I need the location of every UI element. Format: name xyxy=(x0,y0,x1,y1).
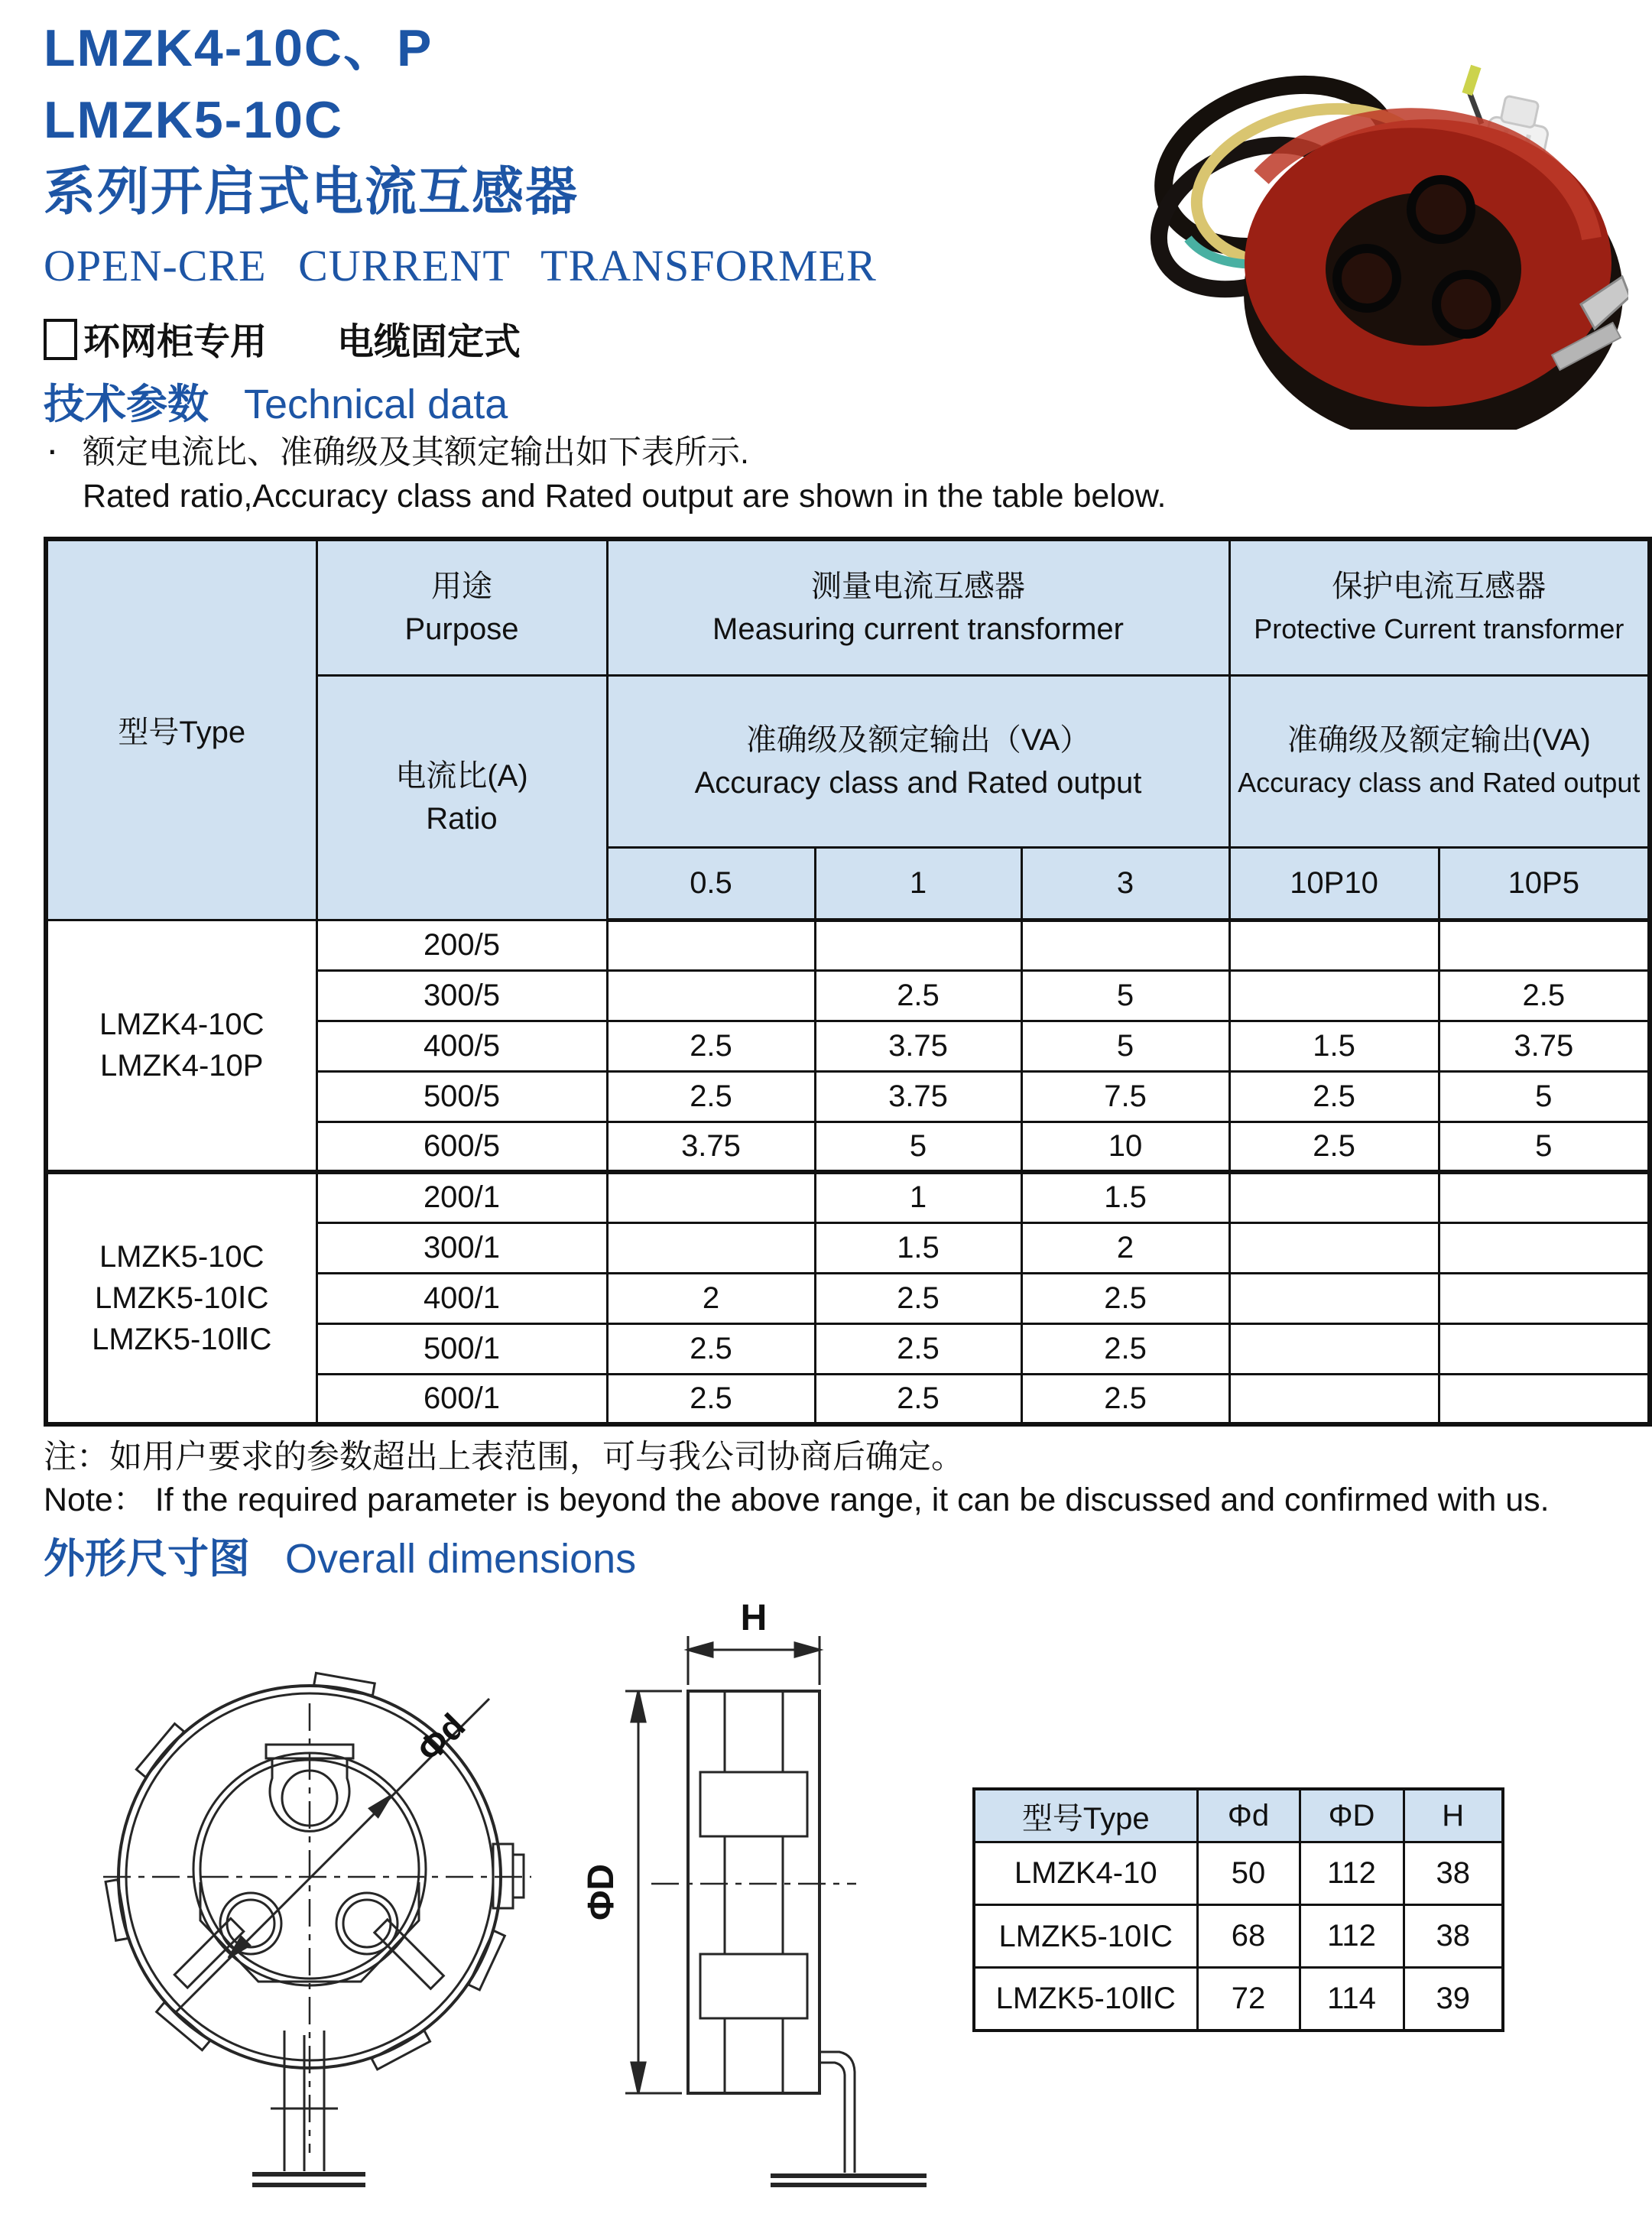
value-cell: 1.5 xyxy=(1021,1172,1229,1222)
ratio-cell: 600/5 xyxy=(316,1122,607,1172)
heading-zh: 技术参数 xyxy=(44,381,209,427)
intro-bullet xyxy=(46,428,1167,518)
acc-meas-en: Accuracy class and Rated output xyxy=(694,765,1142,800)
acc-prot-en: Accuracy class and Rated output xyxy=(1238,766,1641,798)
value-cell: 5 xyxy=(1021,970,1229,1021)
measuring-en: Measuring current transformer xyxy=(712,612,1124,646)
ratio-cell: 300/5 xyxy=(316,970,607,1021)
value-cell xyxy=(1229,1323,1439,1374)
dims-value: 68 xyxy=(1197,1905,1300,1968)
value-cell: 2.5 xyxy=(1021,1323,1229,1374)
side-view-drawing xyxy=(625,1636,927,2185)
yellow-terminal xyxy=(1462,65,1481,96)
type-line: LMZK5-10ⅠC xyxy=(95,1281,269,1315)
table-row xyxy=(974,1842,1503,1905)
front-view-drawing xyxy=(103,1673,531,2185)
note-zh: 注：如用户要求的参数超出上表范围，可与我公司协商后确定。 xyxy=(44,1439,964,1475)
class-0_5: 0.5 xyxy=(607,847,815,920)
ratio-en: Ratio xyxy=(426,802,498,836)
hole-right xyxy=(1436,274,1496,334)
acc-meas-zh: 准确级及额定输出（VA） xyxy=(745,722,1091,757)
table-row xyxy=(974,1905,1503,1968)
dims-value: 112 xyxy=(1300,1905,1404,1968)
value-cell xyxy=(1229,1273,1439,1323)
technical-data-table xyxy=(44,537,1652,1427)
value-cell: 2.5 xyxy=(815,970,1021,1021)
dims-header-type: 型号Type xyxy=(974,1789,1197,1842)
ratio-cell: 200/5 xyxy=(316,920,607,970)
product-photo xyxy=(1124,47,1628,430)
dimensions-table xyxy=(972,1787,1504,2032)
value-cell: 1.5 xyxy=(815,1222,1021,1273)
value-cell: 2.5 xyxy=(607,1071,815,1122)
table-row xyxy=(46,920,1650,970)
dims-value: 112 xyxy=(1300,1842,1404,1905)
technical-data-heading xyxy=(44,372,508,430)
value-cell: 2 xyxy=(1021,1222,1229,1273)
value-cell xyxy=(815,920,1021,970)
dims-type: LMZK5-10ⅠC xyxy=(974,1905,1197,1968)
type-group-1 xyxy=(46,920,316,1172)
dims-value: 72 xyxy=(1197,1968,1300,2031)
value-cell xyxy=(1021,920,1229,970)
value-cell xyxy=(1229,1222,1439,1273)
checkbox-icon xyxy=(44,319,77,360)
title-line-1: LMZK4-10C、P xyxy=(44,19,433,77)
value-cell xyxy=(607,1172,815,1222)
ratio-zh: 电流比(A) xyxy=(395,759,528,793)
value-cell xyxy=(607,920,815,970)
feature-ring-cabinet: 环网柜专用 xyxy=(83,322,268,362)
value-cell: 2.5 xyxy=(1229,1122,1439,1172)
dims-value: 114 xyxy=(1300,1968,1404,2031)
bullet-icon: · xyxy=(46,428,59,471)
title-line-3: 系列开启式电流互感器 xyxy=(44,163,579,221)
intro-zh: 额定电流比、准确级及其额定输出如下表所示. xyxy=(83,434,749,471)
dims-header-phi-D: ΦD xyxy=(1300,1789,1404,1842)
ratio-cell: 600/1 xyxy=(316,1374,607,1424)
col-header-purpose xyxy=(316,539,607,675)
title-line-2: LMZK5-10C xyxy=(44,91,344,149)
acc-prot-zh: 准确级及额定输出(VA) xyxy=(1287,722,1591,757)
value-cell: 7.5 xyxy=(1021,1071,1229,1122)
type-line: LMZK5-10ⅡC xyxy=(92,1323,272,1356)
value-cell xyxy=(1229,1374,1439,1424)
heading-en: Overall dimensions xyxy=(285,1536,637,1582)
dims-type: LMZK5-10ⅡC xyxy=(974,1968,1197,2031)
value-cell xyxy=(1439,1374,1650,1424)
dims-value: 38 xyxy=(1404,1842,1503,1905)
col-header-measuring xyxy=(607,539,1229,675)
ratio-cell: 400/1 xyxy=(316,1273,607,1323)
value-cell: 1 xyxy=(815,1172,1021,1222)
value-cell: 2.5 xyxy=(607,1374,815,1424)
class-1: 1 xyxy=(815,847,1021,920)
value-cell xyxy=(607,970,815,1021)
dims-value: 50 xyxy=(1197,1842,1300,1905)
value-cell: 2.5 xyxy=(815,1273,1021,1323)
value-cell: 3.75 xyxy=(815,1071,1021,1122)
type-line: LMZK4-10C xyxy=(99,1008,265,1042)
class-10P10: 10P10 xyxy=(1229,847,1439,920)
title-block xyxy=(44,12,877,291)
type-line: LMZK4-10P xyxy=(100,1049,264,1083)
value-cell: 2.5 xyxy=(607,1323,815,1374)
purpose-en: Purpose xyxy=(404,612,519,646)
dimension-drawings xyxy=(0,1590,956,2227)
intro-en: Rated ratio,Accuracy class and Rated output are shown in the table below. xyxy=(83,478,1167,515)
value-cell: 5 xyxy=(1439,1071,1650,1122)
height-label: H xyxy=(740,1598,768,1638)
col-header-type: 型号Type xyxy=(46,539,316,920)
col-header-protective xyxy=(1229,539,1650,675)
hole-left xyxy=(1337,248,1397,308)
dims-header-phi-d: Φd xyxy=(1197,1789,1300,1842)
value-cell: 3.75 xyxy=(815,1021,1021,1071)
value-cell xyxy=(1229,920,1439,970)
ratio-cell: 400/5 xyxy=(316,1021,607,1071)
inner-diameter-label: Φd xyxy=(409,1706,473,1770)
value-cell xyxy=(1439,1273,1650,1323)
note-block xyxy=(44,1436,1550,1521)
outer-diameter-label: ΦD xyxy=(581,1863,622,1921)
value-cell xyxy=(1439,1172,1650,1222)
value-cell: 2.5 xyxy=(815,1374,1021,1424)
value-cell: 5 xyxy=(1021,1021,1229,1071)
col-header-accuracy-measuring xyxy=(607,675,1229,847)
value-cell xyxy=(1229,1172,1439,1222)
value-cell: 5 xyxy=(815,1122,1021,1172)
value-cell: 2.5 xyxy=(1439,970,1650,1021)
measuring-zh: 测量电流互感器 xyxy=(811,569,1026,603)
value-cell: 2.5 xyxy=(1229,1071,1439,1122)
value-cell: 2.5 xyxy=(1021,1273,1229,1323)
heading-en: Technical data xyxy=(244,381,508,427)
dims-value: 38 xyxy=(1404,1905,1503,1968)
title-english: OPEN-CRE CURRENT TRANSFORMER xyxy=(44,241,877,291)
value-cell xyxy=(1439,1222,1650,1273)
protective-en: Protective Current transformer xyxy=(1254,612,1624,644)
class-10P5: 10P5 xyxy=(1439,847,1650,920)
value-cell: 5 xyxy=(1439,1122,1650,1172)
overall-dimensions-heading xyxy=(44,1526,636,1585)
table-row xyxy=(46,1172,1650,1222)
feature-cable-fixed: 电缆固定式 xyxy=(337,322,521,362)
value-cell: 2.5 xyxy=(1021,1374,1229,1424)
hole-top xyxy=(1411,180,1471,239)
table-row xyxy=(974,1968,1503,2031)
type-group-2 xyxy=(46,1172,316,1424)
dims-value: 39 xyxy=(1404,1968,1503,2031)
value-cell: 2.5 xyxy=(815,1323,1021,1374)
value-cell: 2.5 xyxy=(607,1021,815,1071)
class-3: 3 xyxy=(1021,847,1229,920)
ratio-cell: 200/1 xyxy=(316,1172,607,1222)
purpose-zh: 用途 xyxy=(431,569,492,603)
col-header-accuracy-protective xyxy=(1229,675,1650,847)
value-cell xyxy=(1439,1323,1650,1374)
value-cell: 10 xyxy=(1021,1122,1229,1172)
ratio-cell: 500/5 xyxy=(316,1071,607,1122)
feature-line xyxy=(44,312,521,365)
dims-header-h: H xyxy=(1404,1789,1503,1842)
value-cell: 3.75 xyxy=(1439,1021,1650,1071)
ratio-cell: 500/1 xyxy=(316,1323,607,1374)
value-cell xyxy=(1229,970,1439,1021)
value-cell: 1.5 xyxy=(1229,1021,1439,1071)
value-cell: 2 xyxy=(607,1273,815,1323)
dims-type: LMZK4-10 xyxy=(974,1842,1197,1905)
value-cell: 3.75 xyxy=(607,1122,815,1172)
col-header-ratio xyxy=(316,675,607,920)
type-line: LMZK5-10C xyxy=(99,1240,265,1274)
value-cell xyxy=(607,1222,815,1273)
note-en: Note： If the required parameter is beyond the above range, it can be discussed and confirmed with us. xyxy=(44,1482,1550,1518)
ratio-cell: 300/1 xyxy=(316,1222,607,1273)
value-cell xyxy=(1439,920,1650,970)
heading-zh: 外形尺寸图 xyxy=(44,1536,250,1582)
protective-zh: 保护电流互感器 xyxy=(1332,569,1547,603)
